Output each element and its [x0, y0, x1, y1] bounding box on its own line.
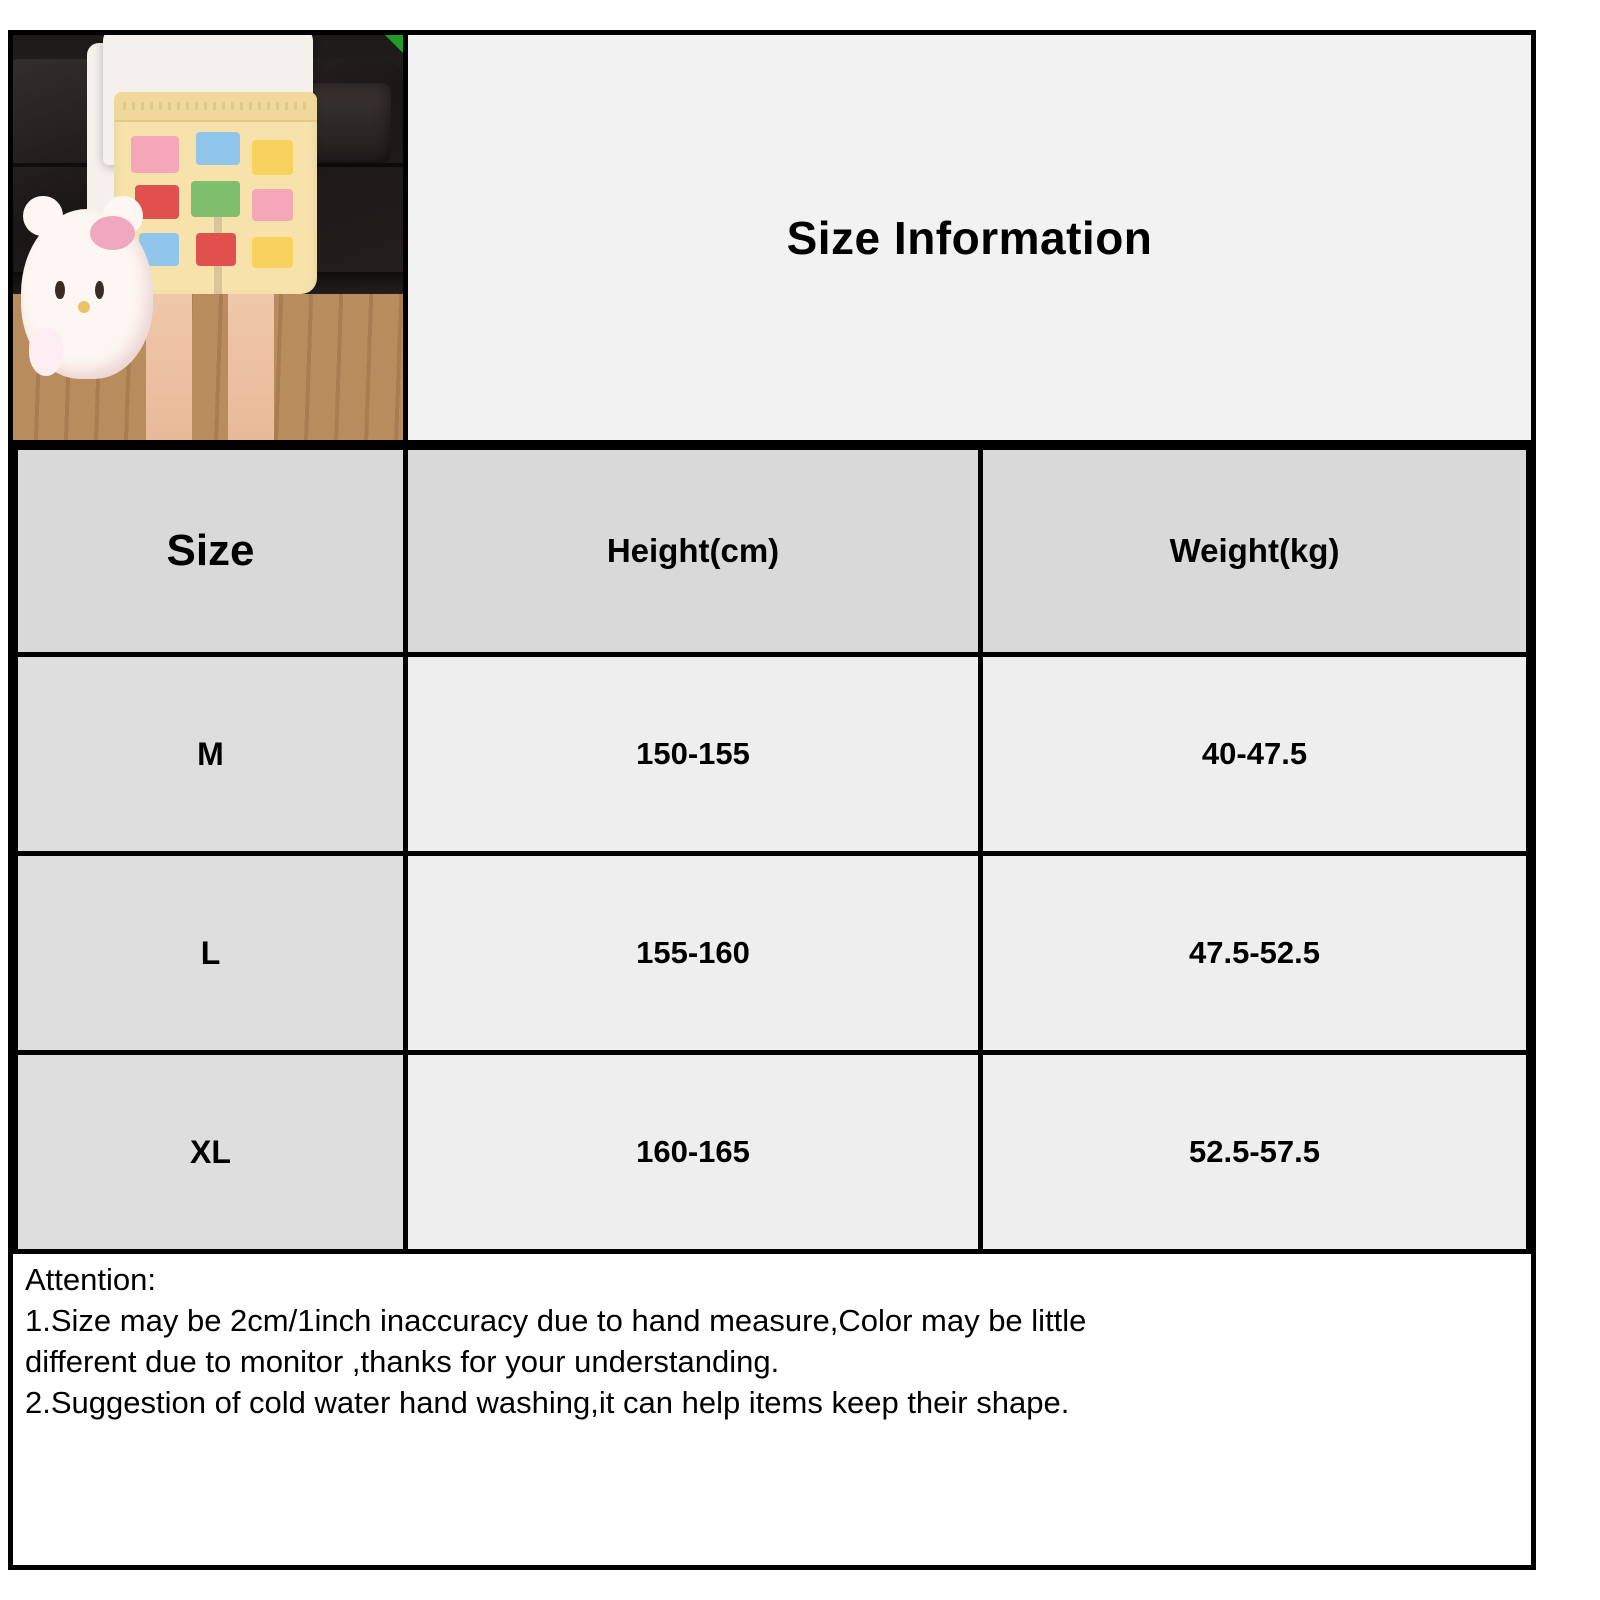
- photo-plush-toy: [21, 209, 154, 379]
- header-cell-height: [406, 448, 981, 655]
- cell-size: L: [16, 854, 406, 1053]
- photo-print-motif: [252, 140, 293, 174]
- attention-heading: Attention:: [25, 1262, 156, 1297]
- cell-size: M: [16, 655, 406, 854]
- photo-print-motif: [131, 136, 180, 172]
- cell-weight: 52.5-57.5: [981, 1053, 1529, 1252]
- header-row: [13, 35, 1531, 445]
- header-cell-size: [16, 448, 406, 655]
- size-chart-sheet: [8, 30, 1536, 1570]
- table-row: [16, 655, 1529, 854]
- table-row: [16, 1053, 1529, 1252]
- header-label-height: Height(cm): [606, 532, 780, 569]
- photo-print-motif: [252, 189, 293, 221]
- header-cell-weight: [981, 448, 1529, 655]
- page-title: Size Information: [786, 211, 1153, 264]
- photo-plush-nose: [78, 301, 90, 313]
- product-photo: [13, 35, 408, 440]
- photo-print-motif: [196, 132, 241, 164]
- table-header-row: [16, 448, 1529, 655]
- cell-size: XL: [16, 1053, 406, 1252]
- table-row: [16, 854, 1529, 1053]
- cell-height: 155-160: [406, 854, 981, 1053]
- photo-plush-eye: [95, 281, 104, 300]
- photo-plush-body: [29, 328, 63, 376]
- header-label-size: Size: [166, 526, 255, 575]
- photo-print-motif: [252, 237, 293, 267]
- photo-right-leg: [228, 278, 275, 440]
- photo-print-motif: [196, 233, 237, 265]
- header-label-weight: Weight(kg): [1169, 532, 1340, 569]
- green-corner-tag-icon: [385, 35, 403, 53]
- photo-print-motif: [191, 181, 240, 217]
- attention-block: [13, 1254, 1531, 1584]
- photo-shorts-waistband: [114, 92, 317, 122]
- photo-plush-bow: [90, 216, 135, 250]
- photo-plush-ear: [23, 196, 63, 237]
- cell-height: 160-165: [406, 1053, 981, 1252]
- cell-height: 150-155: [406, 655, 981, 854]
- cell-weight: 40-47.5: [981, 655, 1529, 854]
- size-table: [13, 445, 1531, 1254]
- attention-note-2: 2.Suggestion of cold water hand washing,it can help items keep their shape.: [25, 1384, 1070, 1420]
- photo-plush-eye: [55, 281, 64, 300]
- attention-note-1-line-1: 1.Size may be 2cm/1inch inaccuracy due to hand measure,Color may be little: [25, 1302, 1087, 1338]
- cell-weight: 47.5-52.5: [981, 854, 1529, 1053]
- title-cell: [408, 35, 1531, 440]
- attention-note-1-line-2: different due to monitor ,thanks for your understanding.: [25, 1343, 780, 1379]
